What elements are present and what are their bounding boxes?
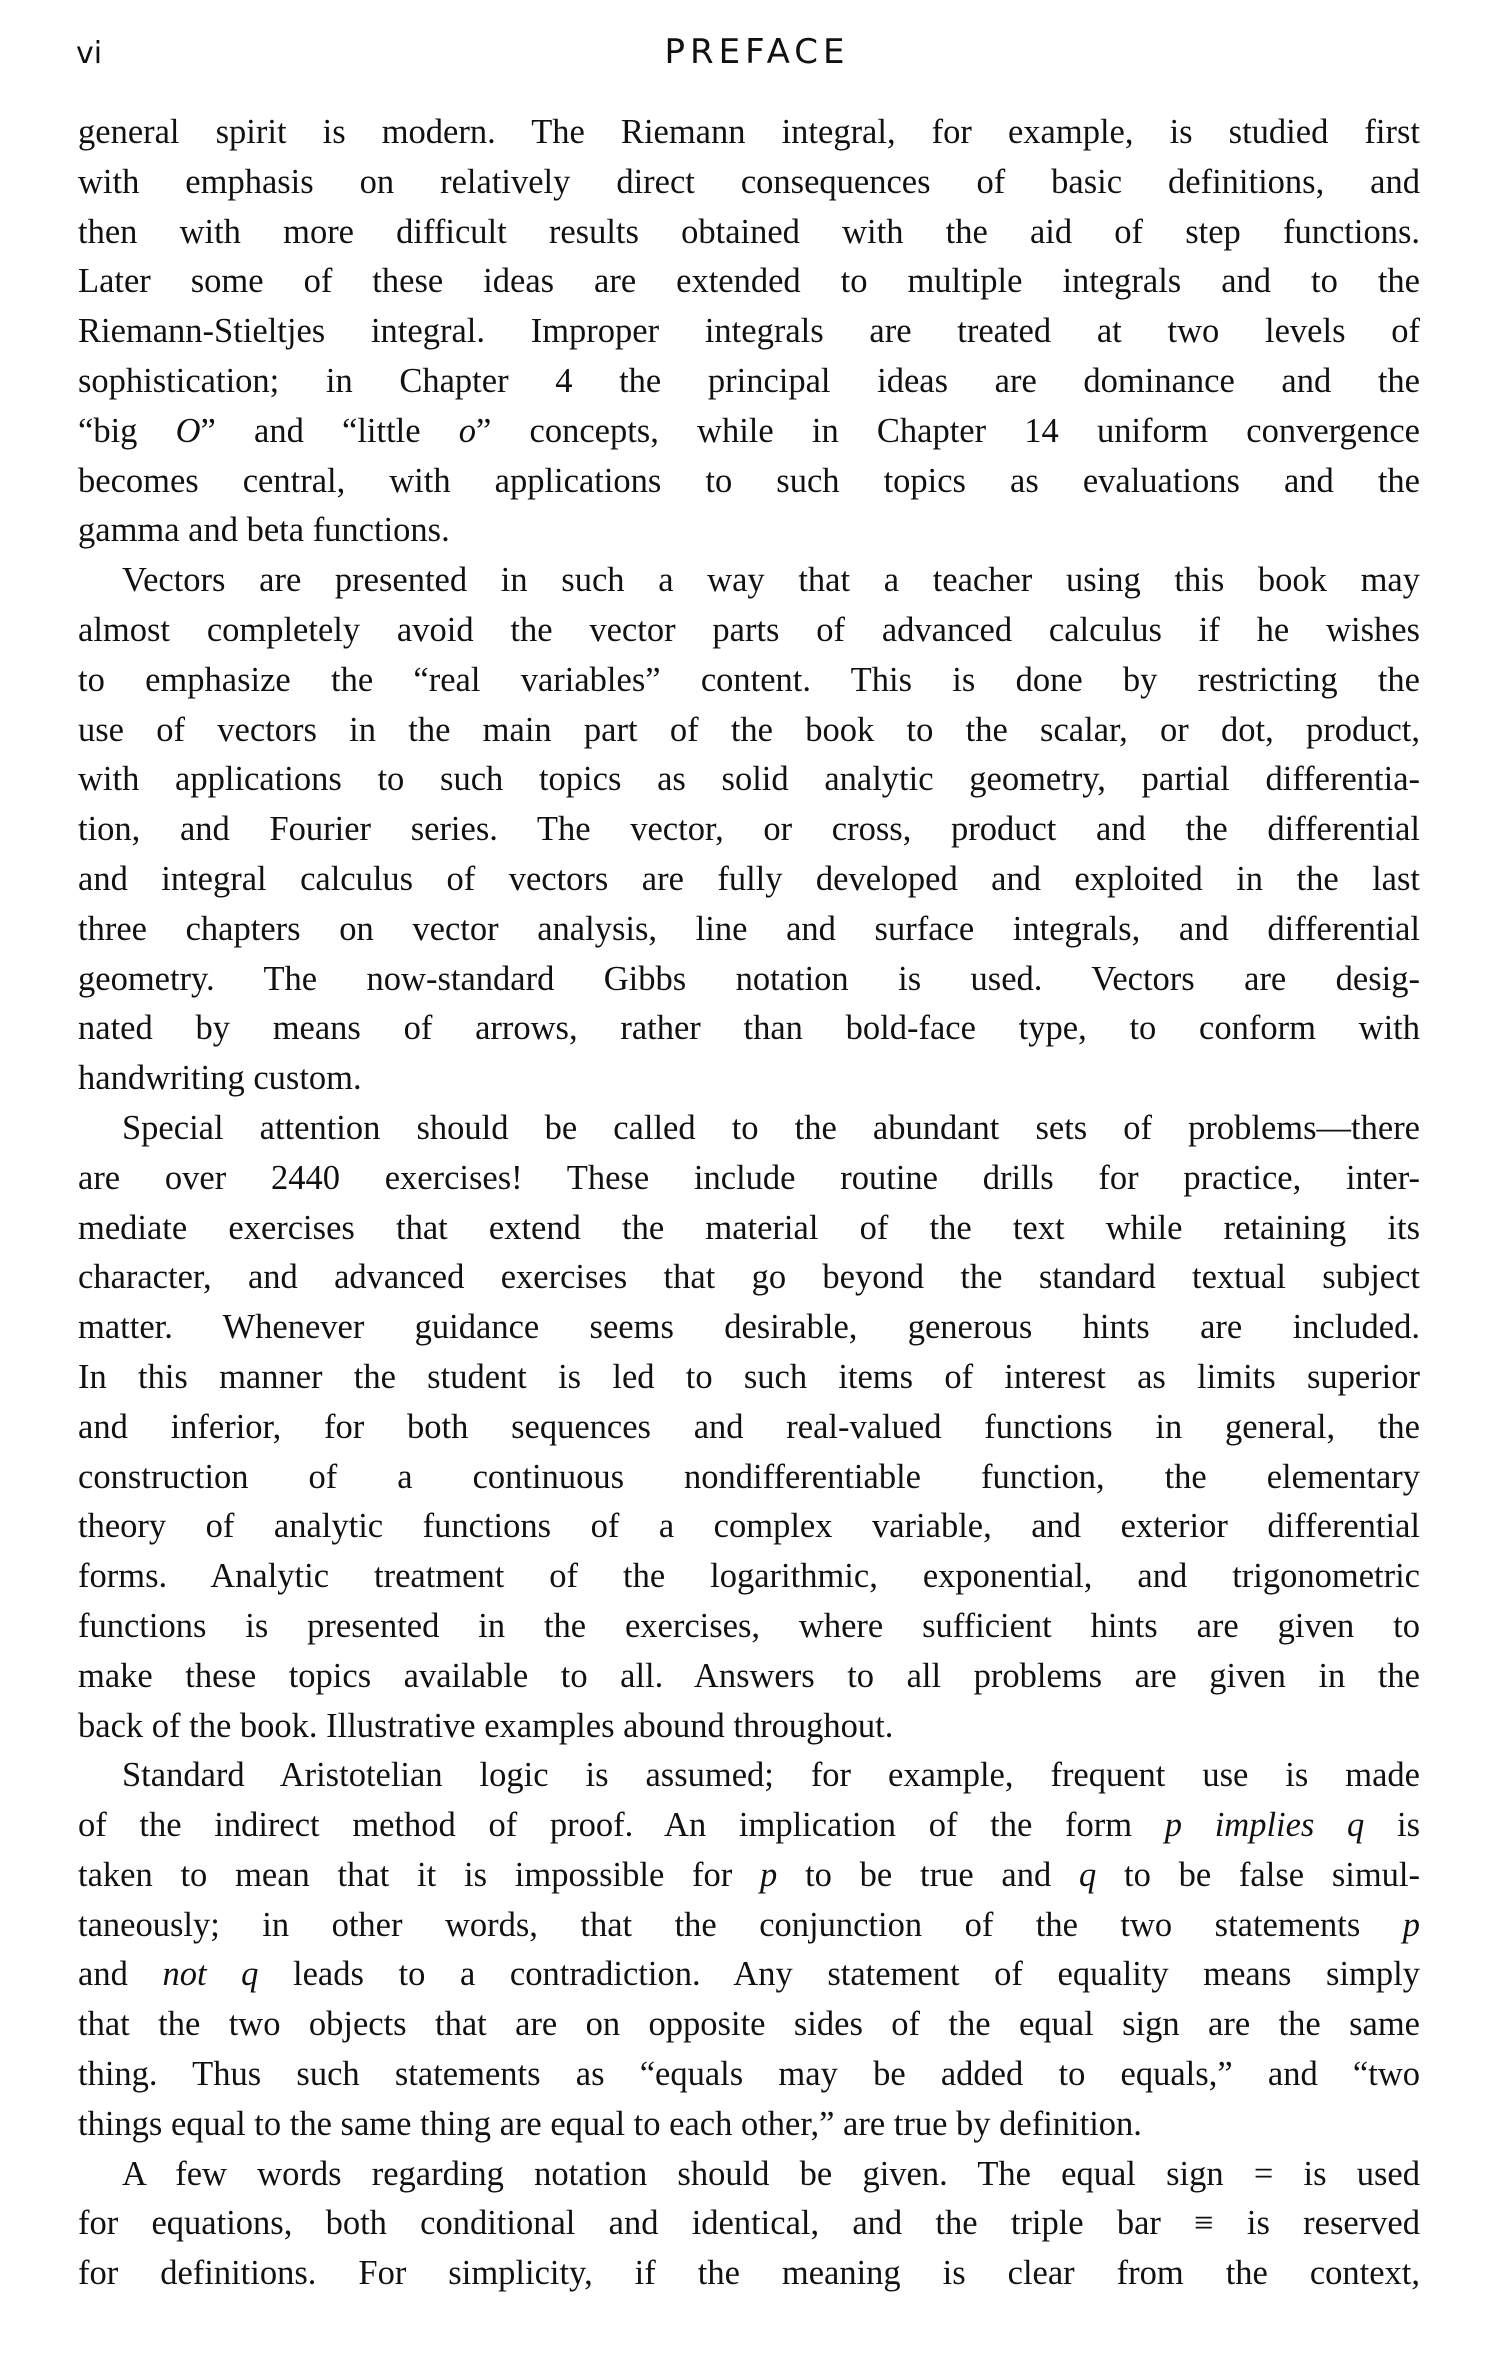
text-run: and integral calculus of vectors are fully developed and exploited in the last	[78, 859, 1420, 898]
text-line	[78, 1303, 1420, 1353]
text-line	[78, 2150, 1420, 2200]
text-run: character, and advanced exercises that go beyond the standard textual subject	[78, 1258, 1420, 1297]
text-line	[78, 1502, 1420, 1552]
text-line	[78, 1901, 1420, 1951]
running-head	[0, 30, 1492, 74]
text-run: functions is presented in the exercises, where sufficient hints are given to	[78, 1606, 1420, 1645]
text-run: general spirit is modern. The Riemann integral, for example, is studied first	[78, 113, 1420, 151]
text-line	[78, 208, 1420, 258]
text-line	[78, 1154, 1420, 1204]
text-run: matter. Whenever guidance seems desirable, generous hints are included.	[78, 1308, 1420, 1347]
text-run: becomes central, with applications to such topics as evaluations and the	[78, 461, 1420, 500]
text-line	[78, 2050, 1420, 2100]
italic-text: p implies q	[1164, 1806, 1365, 1845]
text-run: Later some of these ideas are extended to multiple integrals and to the	[78, 262, 1420, 301]
text-run: Vectors are presented in such a way that a teacher using this book may	[122, 561, 1420, 600]
text-run: taken to mean that it is impossible for	[78, 1855, 761, 1894]
text-run: tion, and Fourier series. The vector, or cross, product and the differential	[78, 810, 1420, 849]
text-line	[78, 108, 1420, 158]
text-run: for equations, both conditional and identical, and the triple bar ≡ is reserved	[78, 2204, 1420, 2243]
text-run: handwriting custom.	[78, 1059, 362, 1098]
text-line	[78, 1054, 1420, 1104]
text-run: taneously; in other words, that the conjunction of the two statements	[78, 1905, 1403, 1944]
text-run: almost completely avoid the vector parts of advanced calculus if he wishes	[78, 610, 1420, 649]
italic-text: o	[458, 411, 477, 450]
text-line	[78, 457, 1420, 507]
preface-body	[78, 108, 1420, 2299]
text-line	[78, 1104, 1420, 1154]
italic-text: not q	[162, 1955, 259, 1994]
text-line	[78, 407, 1420, 457]
text-run: nated by means of arrows, rather than bold-face type, to conform with	[78, 1009, 1420, 1048]
text-run: and inferior, for both sequences and real-valued functions in general, the	[78, 1407, 1420, 1446]
text-run: theory of analytic functions of a complex variable, and exterior differential	[78, 1507, 1420, 1546]
text-line	[78, 2249, 1420, 2299]
page-number: vi	[76, 36, 103, 71]
text-line	[78, 556, 1420, 606]
text-line	[78, 307, 1420, 357]
paragraph-notation	[78, 2150, 1420, 2299]
italic-text: p	[760, 1855, 778, 1894]
italic-text: O	[175, 411, 201, 450]
paragraph-problems	[78, 1104, 1420, 1751]
text-line	[78, 1851, 1420, 1901]
text-run: of the indirect method of proof. An implication of the form	[78, 1806, 1165, 1845]
text-run: use of vectors in the main part of the book to the scalar, or dot, product,	[78, 710, 1420, 749]
text-line	[78, 905, 1420, 955]
text-line	[78, 1004, 1420, 1054]
text-line	[78, 257, 1420, 307]
text-run: three chapters on vector analysis, line and surface integrals, and differential	[78, 909, 1420, 948]
text-line	[78, 1253, 1420, 1303]
text-run: to be true and	[777, 1855, 1079, 1894]
text-run: then with more difficult results obtained with the aid of step functions.	[78, 212, 1420, 251]
text-line	[78, 1801, 1420, 1851]
text-run: back of the book. Illustrative examples abound throughout.	[78, 1706, 894, 1745]
text-line	[78, 656, 1420, 706]
text-line	[78, 955, 1420, 1005]
text-line	[78, 1751, 1420, 1801]
text-line	[78, 357, 1420, 407]
text-line	[78, 1602, 1420, 1652]
text-line	[78, 1353, 1420, 1403]
text-run: Special attention should be called to the abundant sets of problems—there	[122, 1108, 1420, 1147]
text-line	[78, 1702, 1420, 1752]
text-line	[78, 2199, 1420, 2249]
text-run: geometry. The now-standard Gibbs notation is used. Vectors are desig-	[78, 959, 1420, 998]
text-run: Standard Aristotelian logic is assumed; for example, frequent use is made	[122, 1756, 1420, 1795]
text-run: is	[1364, 1806, 1420, 1845]
text-run: are over 2440 exercises! These include routine drills for practice, inter-	[78, 1158, 1420, 1197]
text-run: ” concepts, while in Chapter 14 uniform convergence	[476, 411, 1420, 450]
text-line	[78, 606, 1420, 656]
text-run: make these topics available to all. Answers to all problems are given in the	[78, 1656, 1420, 1695]
text-run: In this manner the student is led to such items of interest as limits superior	[78, 1357, 1420, 1396]
text-run: construction of a continuous nondifferentiable function, the elementary	[78, 1457, 1420, 1496]
text-line	[78, 755, 1420, 805]
text-line	[78, 2100, 1420, 2150]
text-line	[78, 158, 1420, 208]
text-line	[78, 1950, 1420, 2000]
paragraph-vectors	[78, 556, 1420, 1104]
italic-text: p	[1402, 1905, 1420, 1944]
text-line	[78, 1552, 1420, 1602]
text-line	[78, 2000, 1420, 2050]
text-run: Riemann-Stieltjes integral. Improper integrals are treated at two levels of	[78, 312, 1420, 351]
text-run: mediate exercises that extend the material of the text while retaining its	[78, 1208, 1420, 1247]
text-line	[78, 506, 1420, 556]
text-run: A few words regarding notation should be given. The equal sign = is used	[122, 2154, 1420, 2193]
text-run: sophistication; in Chapter 4 the principal ideas are dominance and the	[78, 361, 1420, 400]
paragraph-riemann-integral	[78, 108, 1420, 556]
text-run: that the two objects that are on opposite sides of the equal sign are the same	[78, 2005, 1420, 2044]
text-line	[78, 1453, 1420, 1503]
text-line	[78, 1652, 1420, 1702]
text-line	[78, 855, 1420, 905]
italic-text: q	[1078, 1855, 1097, 1894]
text-line	[78, 1204, 1420, 1254]
text-run: gamma and beta functions.	[78, 511, 450, 550]
text-run: and	[78, 1955, 163, 1994]
text-run: to emphasize the “real variables” content. This is done by restricting the	[78, 660, 1420, 699]
running-title: PREFACE	[664, 32, 850, 72]
paragraph-logic	[78, 1751, 1420, 2149]
text-run: thing. Thus such statements as “equals may be added to equals,” and “two	[78, 2055, 1420, 2094]
text-run: to be false simul-	[1096, 1855, 1420, 1894]
text-line	[78, 1403, 1420, 1453]
text-line	[78, 706, 1420, 756]
text-run: ” and “little	[200, 411, 459, 450]
text-run: “big	[78, 411, 176, 450]
text-run: things equal to the same thing are equal to each other,” are true by definition.	[78, 2104, 1142, 2143]
text-run: with emphasis on relatively direct consequences of basic definitions, and	[78, 162, 1420, 201]
text-run: forms. Analytic treatment of the logarithmic, exponential, and trigonometric	[78, 1557, 1420, 1596]
text-run: for definitions. For simplicity, if the meaning is clear from the context,	[78, 2254, 1420, 2293]
text-run: leads to a contradiction. Any statement of equality means simply	[258, 1955, 1420, 1994]
text-line	[78, 805, 1420, 855]
text-run: with applications to such topics as solid analytic geometry, partial differentia-	[78, 760, 1420, 799]
